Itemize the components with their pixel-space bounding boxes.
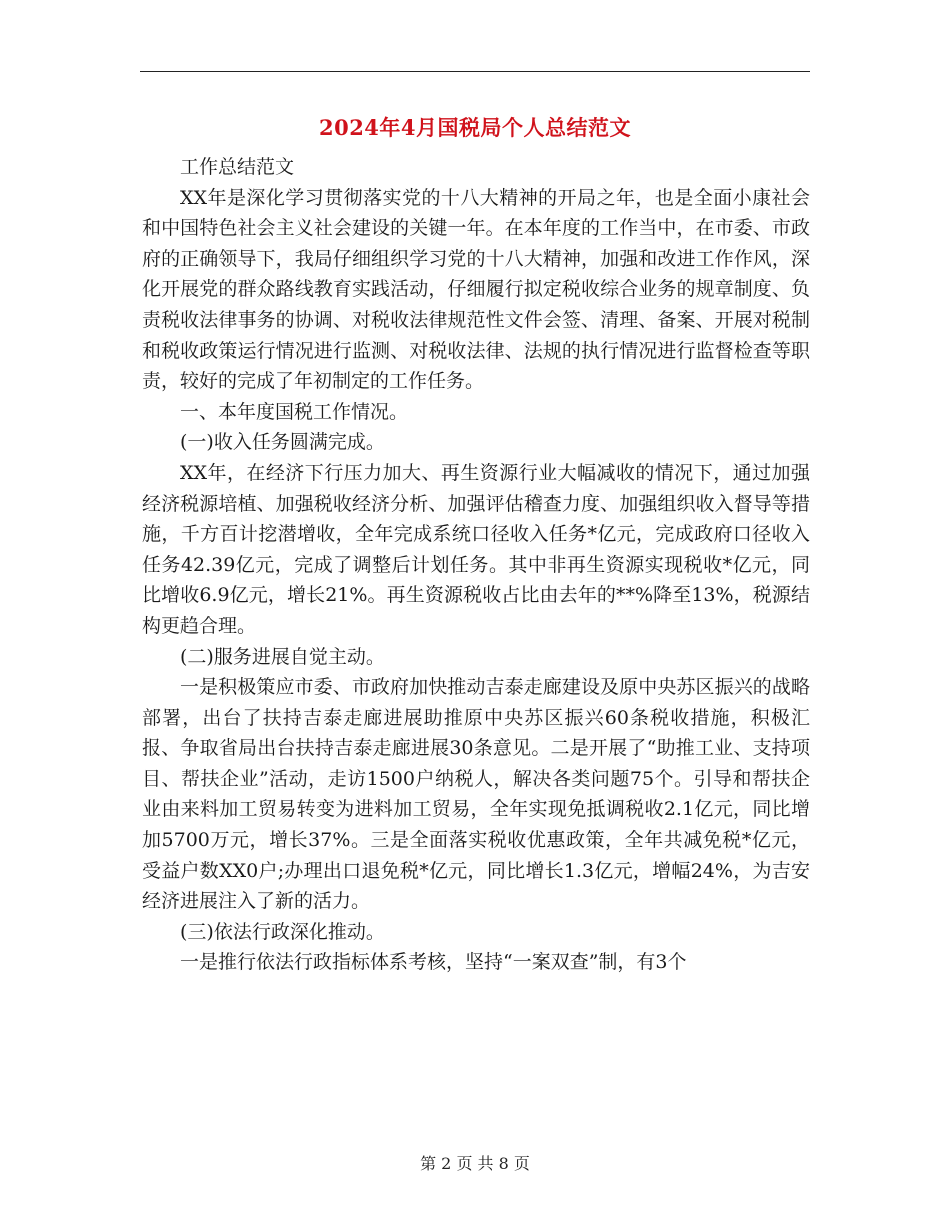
- header-rule: [140, 71, 810, 72]
- footer-suffix: 页: [513, 1154, 530, 1173]
- footer-prefix: 第: [420, 1154, 437, 1173]
- footer-middle: 页 共: [456, 1154, 494, 1173]
- paragraph-3: (一)收入任务圆满完成。: [180, 431, 385, 454]
- document-body: [142, 152, 810, 978]
- paragraph-1: XX年是深化学习贯彻落实党的十八大精神的开局之年，也是全面小康社会和中国特色社会主义社会建设的关键一年。在本年度的工作当中，在市委、市政府的正确领导下，我局仔细组织学习党的十八大精神，加强和改进工作作风，深化开展党的群众路线教育实践活动，仔细履行拟定税收综合业务的规章制度、负责税收法律事务的协调、对税收法律规范性文件会签、清理、备案、开展对税制和税收政策运行情况进行监测、对税收法律、法规的执行情况进行监督检查等职责，较好的完成了年初制定的工作任务。: [142, 186, 810, 393]
- paragraph-7: (三)依法行政深化推动。: [180, 920, 385, 943]
- footer-current-page: 2: [441, 1154, 452, 1173]
- footer-total-pages: 8: [498, 1154, 509, 1173]
- paragraph-6: 一是积极策应市委、市政府加快推动吉泰走廊建设及原中央苏区振兴的战略部署，出台了扶持吉泰走廊进展助推原中央苏区振兴60条税收措施，积极汇报、争取省局出台扶持吉泰走廊进展30条意见。二是开展了“助推工业、支持项目、帮扶企业”活动，走访1500户纳税人，解决各类问题75个。引导和帮扶企业由来料加工贸易转变为进料加工贸易，全年实现免抵调税收2.1亿元，同比增加5700万元，增长37%。三是全面落实税收优惠政策，全年共减免税*亿元，受益户数XX0户;办理出口退免税*亿元，同比增长1.3亿元，增幅24%，为吉安经济进展注入了新的活力。: [142, 676, 810, 913]
- paragraph-8: 一是推行依法行政指标体系考核，坚持“一案双查”制，有3个: [180, 951, 687, 974]
- document-title: 2024年4月国税局个人总结范文: [318, 115, 632, 140]
- page-footer: [140, 1153, 810, 1175]
- paragraph-5: (二)服务进展自觉主动。: [180, 645, 385, 668]
- paragraph-0: 工作总结范文: [180, 156, 295, 178]
- paragraph-4: XX年，在经济下行压力加大、再生资源行业大幅减收的情况下，通过加强经济税源培植、加强税收经济分析、加强评估稽查力度、加强组织收入督导等措施，千方百计挖潜增收，全年完成系统口径收入任务*亿元，完成政府口径收入任务42.39亿元，完成了调整后计划任务。其中非再生资源实现税收*亿元，同比增收6.9亿元，增长21%。再生资源税收占比由去年的**%降至13%，税源结构更趋合理。: [142, 461, 810, 637]
- paragraph-2: 一、本年度国税工作情况。: [180, 400, 409, 423]
